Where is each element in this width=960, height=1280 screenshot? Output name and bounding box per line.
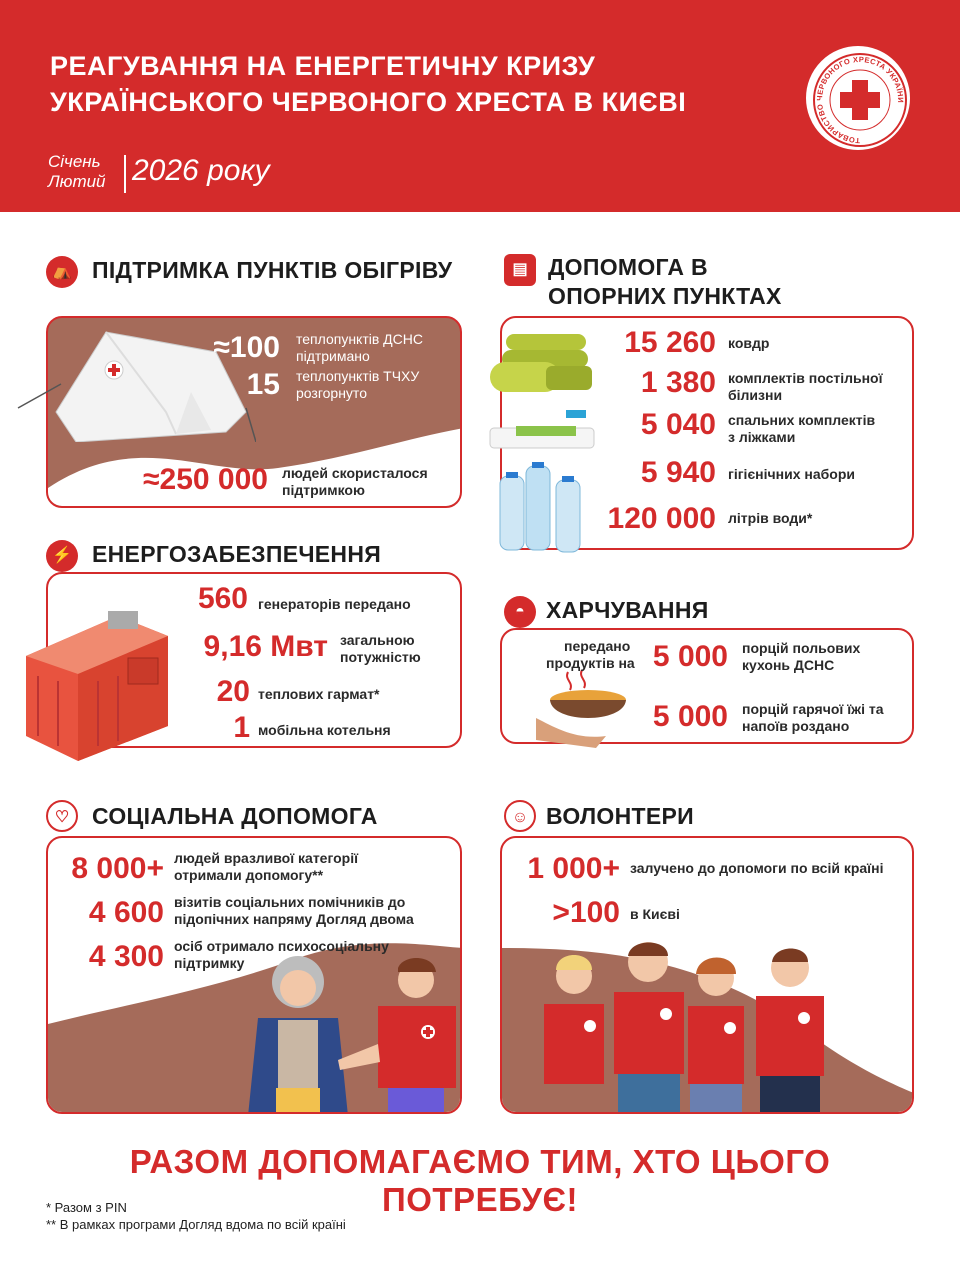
social-section-title: СОЦІАЛЬНА ДОПОМОГА [92,803,378,829]
heating-label-0 [296,331,423,365]
social-label-1 [174,894,414,928]
energy-value-1: 9,16 Мвт [203,630,328,663]
social-label-2a: осіб отримало психосоціальну [174,938,389,954]
points-value-3: 5 940 [640,456,716,489]
food-label-0 [742,640,860,674]
bread-icon: ◓ [504,596,536,628]
points-section-title [548,253,782,311]
heating-value-0: ≈100 [213,331,280,364]
social-label-0 [174,850,358,884]
volunteers-section-title: ВОЛОНТЕРИ [546,803,694,829]
page-title-line2: УКРАЇНСЬКОГО ЧЕРВОНОГО ХРЕСТА В КИЄВІ [50,87,687,117]
header-banner [0,0,960,212]
tent-icon: ⛺ [46,256,78,288]
social-label-1a: візитів соціальних помічників до [174,894,406,910]
social-label-0a: людей вразливої категорії [174,850,359,866]
page-title [50,48,686,120]
heating-label-2a: людей скористалося [282,465,428,481]
footnote-1: * Разом з PIN [46,1200,127,1215]
volunteers-value-0: 1 000+ [527,852,620,885]
social-value-1: 4 600 [88,896,164,929]
social-label-2b: підтримку [174,955,245,971]
svg-text:ТОВАРИСТВО ЧЕРВОНОГО ХРЕСТА УК: ТОВАРИСТВО ЧЕРВОНОГО ХРЕСТА УКРАЇНИ [814,54,906,146]
volunteers-value-1: >100 [552,896,620,929]
heating-section-title: ПІДТРИМКА ПУНКТІВ ОБІГРІВУ [92,257,453,283]
soup-bowl-illustration-icon [536,668,636,748]
slogan: РАЗОМ ДОПОМАГАЄМО ТИМ, ХТО ЦЬОГО ПОТРЕБУЄ! [129,1143,831,1218]
food-prefix-line1: передано [564,638,631,654]
points-value-1: 1 380 [640,366,716,399]
heating-label-0b: підтримано [296,348,370,364]
footnote-2: ** В рамках програми Догляд вдома по всій країні [46,1217,346,1232]
heating-value-2: ≈250 000 [143,463,268,496]
social-label-1b: підопічних напряму Догляд двома [174,911,414,927]
red-cross-seal-icon [808,48,912,152]
energy-section-title: ЕНЕРГОЗАБЕЗПЕЧЕННЯ [92,541,382,567]
points-label-3: гігієнічних набори [728,466,855,482]
volunteers-label-1: в Києві [630,906,680,922]
social-label-0b: отримали допомогу** [174,867,324,883]
volunteers-label-0: залучено до допомоги по всій країні [630,860,884,876]
energy-value-3: 1 [233,711,250,744]
social-worker-illustration-icon [198,948,458,1114]
heating-label-1a: теплопунктів ТЧХУ [296,368,420,384]
food-value-1: 5 000 [652,700,728,733]
heating-label-1b: розгорнуто [296,385,367,401]
points-label-2 [728,412,875,446]
food-section-title: ХАРЧУВАННЯ [546,597,709,623]
period-months [48,152,106,192]
points-label-0: ковдр [728,335,770,351]
period-divider [124,155,126,193]
energy-label-0: генераторів передано [258,596,411,612]
points-label-2b: з ліжками [728,429,796,445]
food-label-1b: напоїв роздано [742,718,850,734]
energy-label-1 [340,632,421,666]
food-label-1 [742,701,884,735]
heating-value-1: 15 [246,368,280,401]
energy-icon: ⚡ [46,540,78,572]
food-value-0: 5 000 [652,640,728,673]
energy-value-2: 20 [216,675,250,708]
red-cross-logo [806,46,910,150]
heating-label-0a: теплопунктів ДСНС [296,331,423,347]
heating-label-2 [282,465,428,499]
energy-value-0: 560 [197,582,248,615]
points-value-4: 120 000 [607,502,716,535]
food-label-1a: порцій гарячої їжі та [742,701,884,717]
social-value-2: 4 300 [88,940,164,973]
page-title-line1: РЕАГУВАННЯ НА ЕНЕРГЕТИЧНУ КРИЗУ [50,51,596,81]
heating-label-2b: підтримкою [282,482,365,498]
points-value-0: 15 260 [624,326,716,359]
month-february: Лютий [48,172,106,191]
energy-label-1a: загальною [340,632,415,648]
points-title-line2: ОПОРНИХ ПУНКТАХ [548,283,782,309]
points-value-2: 5 040 [640,408,716,441]
energy-label-3: мобільна котельня [258,722,391,738]
period-year: 2026 року [132,154,270,187]
food-label-0b: кухонь ДСНС [742,657,835,673]
points-label-4: літрів води* [728,510,813,526]
social-value-0: 8 000+ [71,852,164,885]
month-january: Січень [48,152,101,171]
food-prefix-line2: продуктів на [546,655,635,671]
book-icon: ▤ [504,254,536,286]
home-heart-icon: ♡ [46,800,78,832]
points-label-1b: білизни [728,387,783,403]
food-label-0a: порцій польових [742,640,861,656]
points-label-1 [728,370,883,404]
volunteers-group-illustration-icon [538,934,878,1114]
heating-label-1 [296,368,419,402]
points-label-1a: комплектів постільної [728,370,883,386]
food-prefix [546,638,635,672]
points-title-line1: ДОПОМОГА В [548,254,708,280]
energy-label-2: теплових гармат* [258,686,380,702]
generator-illustration-icon [18,596,168,766]
points-label-2a: спальних комплектів [728,412,876,428]
social-label-2 [174,938,389,972]
volunteers-icon: ☺ [504,800,536,832]
energy-label-1b: потужністю [340,649,421,665]
